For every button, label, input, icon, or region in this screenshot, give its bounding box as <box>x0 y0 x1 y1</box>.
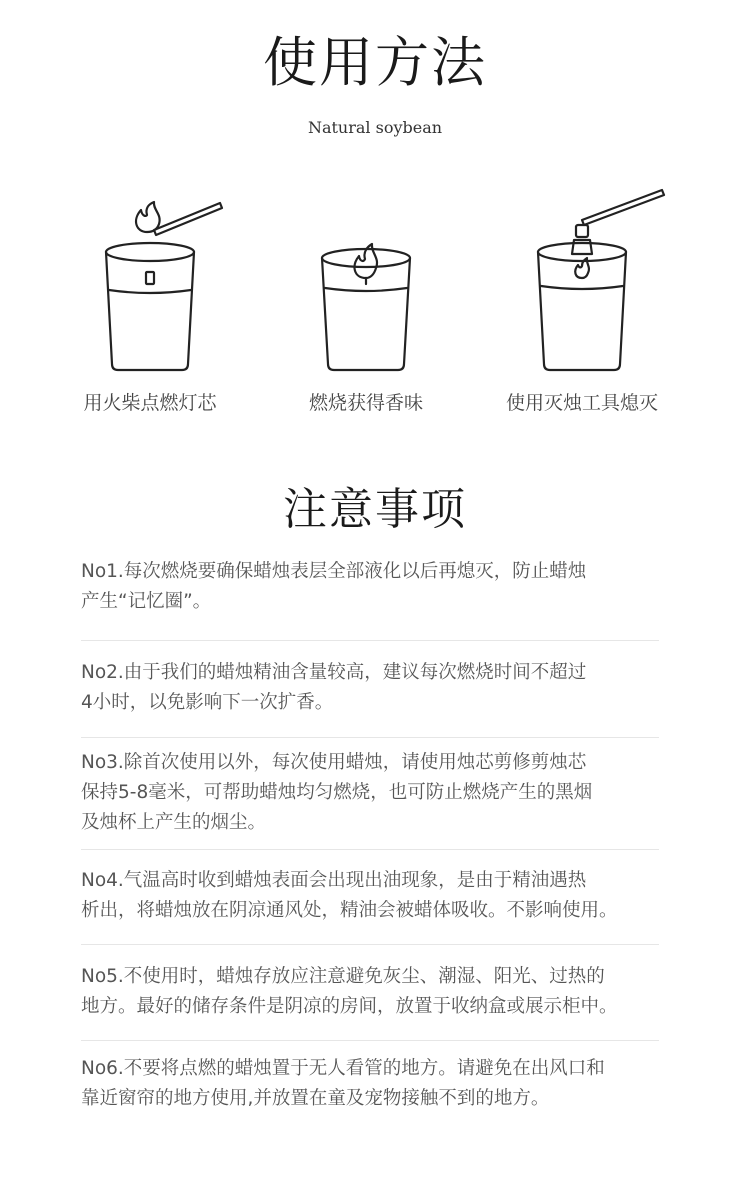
note-item-2: No2.由于我们的蜡烛精油含量较高，建议每次燃烧时间不超过 4小时，以免影响下一次扩香。 <box>81 662 587 713</box>
note-item-4: No4.气温高时收到蜡烛表面会出现出油现象，是由于精油遇热 析出，将蜡烛放在阴凉通风处，精油会被蜡体吸收。不影响使用。 <box>81 870 618 921</box>
note-item-6: No6.不要将点燃的蜡烛置于无人看管的地方。请避免在出风口和 靠近窗帘的地方使用,并放置在童及宠物接触不到的地方。 <box>81 1058 605 1109</box>
step-burning <box>266 180 466 430</box>
note-item-5: No5.不使用时，蜡烛存放应注意避免灰尘、潮湿、阳光、过热的 地方。最好的储存条件是阴凉的房间，放置于收纳盒或展示柜中。 <box>81 966 618 1017</box>
divider <box>81 1040 659 1041</box>
step-label: 使用灭烛工具熄灭 <box>505 392 658 414</box>
note-item-1: No1.每次燃烧要确保蜡烛表层全部液化以后再熄灭，防止蜡烛 产生“记忆圈”。 <box>81 561 587 612</box>
notes-title: 注意事项 <box>283 484 467 535</box>
snuffer-candle-icon <box>482 180 682 380</box>
step-light-wick <box>50 180 250 430</box>
divider <box>81 640 659 641</box>
note-item-3: No3.除首次使用以外，每次使用蜡烛，请使用烛芯剪修剪烛芯 保持5-8毫米，可帮助蜡烛均匀燃烧，也可防止燃烧产生的黑烟 及烛杯上产生的烟尘。 <box>81 752 593 833</box>
match-lighting-candle-icon <box>50 180 250 380</box>
divider <box>81 944 659 945</box>
usage-subtitle: Natural soybean <box>307 118 443 137</box>
burning-candle-icon <box>266 180 466 380</box>
step-label: 燃烧获得香味 <box>308 392 423 414</box>
divider <box>81 849 659 850</box>
divider <box>81 737 659 738</box>
step-snuff <box>482 180 682 430</box>
step-label: 用火柴点燃灯芯 <box>83 392 217 414</box>
usage-title: 使用方法 <box>263 31 487 94</box>
